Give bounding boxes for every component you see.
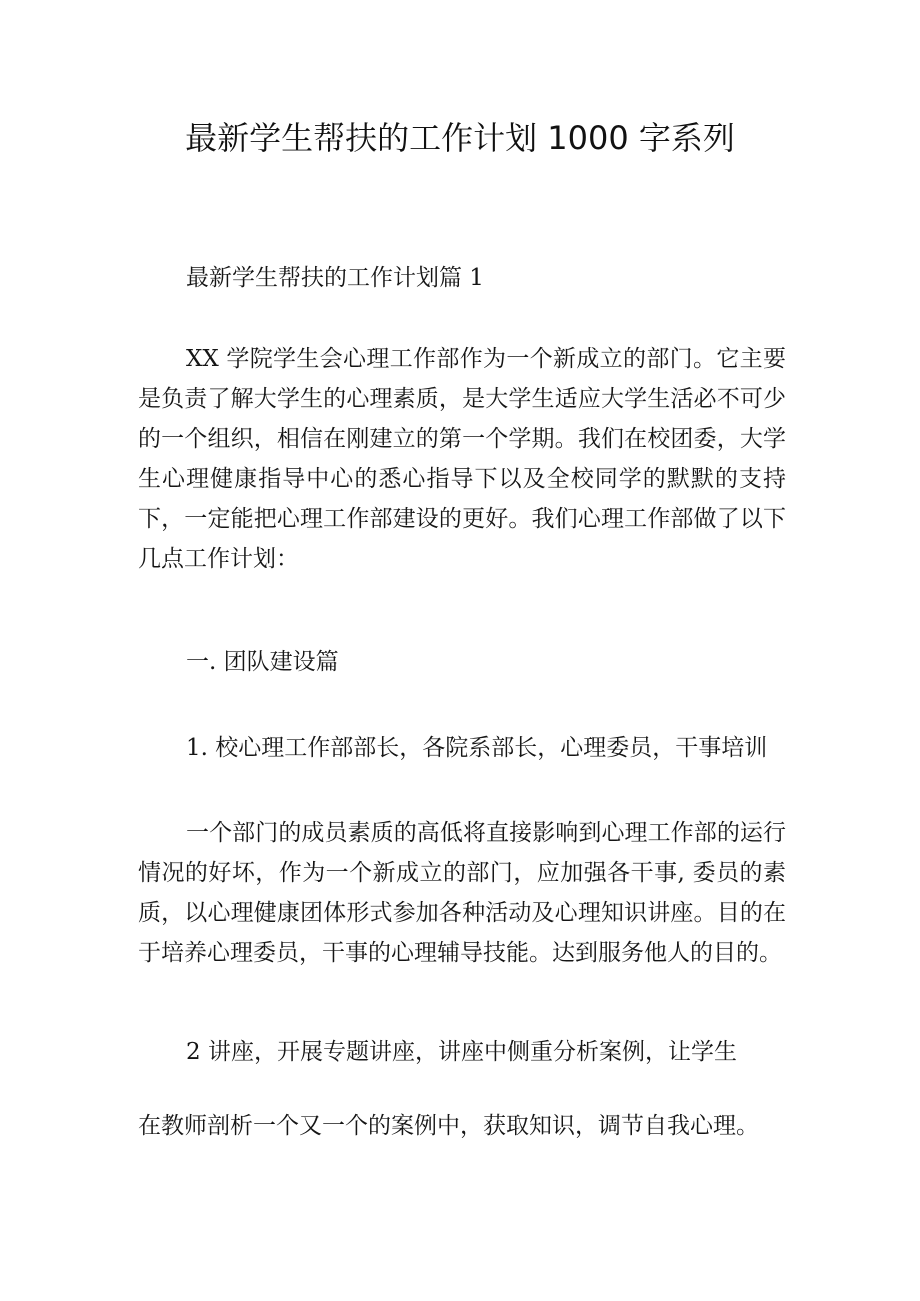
member-quality-paragraph: 一个部门的成员素质的高低将直接影响到心理工作部的运行情况的好坏，作为一个新成立的部门，应加强各干事, 委员的素质，以心理健康团体形式参加各种活动及心理知识讲座。目的在于培养心理委员，干事的心理辅导技能。达到服务他人的目的。 xyxy=(138,820,786,966)
section-title: 最新学生帮扶的工作计划篇 1 xyxy=(186,265,484,291)
intro-paragraph: XX 学院学生会心理工作部作为一个新成立的部门。它主要是负责了解大学生的心理素质，是大学生适应大学生活必不可少的一个组织，相信在刚建立的第一个学期。我们在校团委，大学生心理健康指导中心的悉心指导下以及全校同学的默默的支持下，一定能把心理工作部建设的更好。我们心理工作部做了以下几点工作计划： xyxy=(138,346,786,572)
document-title: 最新学生帮扶的工作计划 1000 字系列 xyxy=(185,119,735,157)
lecture-continuation: 在教师剖析一个又一个的案例中，获取知识，调节自我心理。 xyxy=(138,1113,759,1139)
lecture-heading: 2 讲座，开展专题讲座，讲座中侧重分析案例，让学生 xyxy=(186,1039,737,1065)
training-heading: 1. 校心理工作部部长，各院系部长，心理委员，干事培训 xyxy=(186,735,768,761)
team-building-heading: 一. 团队建设篇 xyxy=(186,649,339,675)
